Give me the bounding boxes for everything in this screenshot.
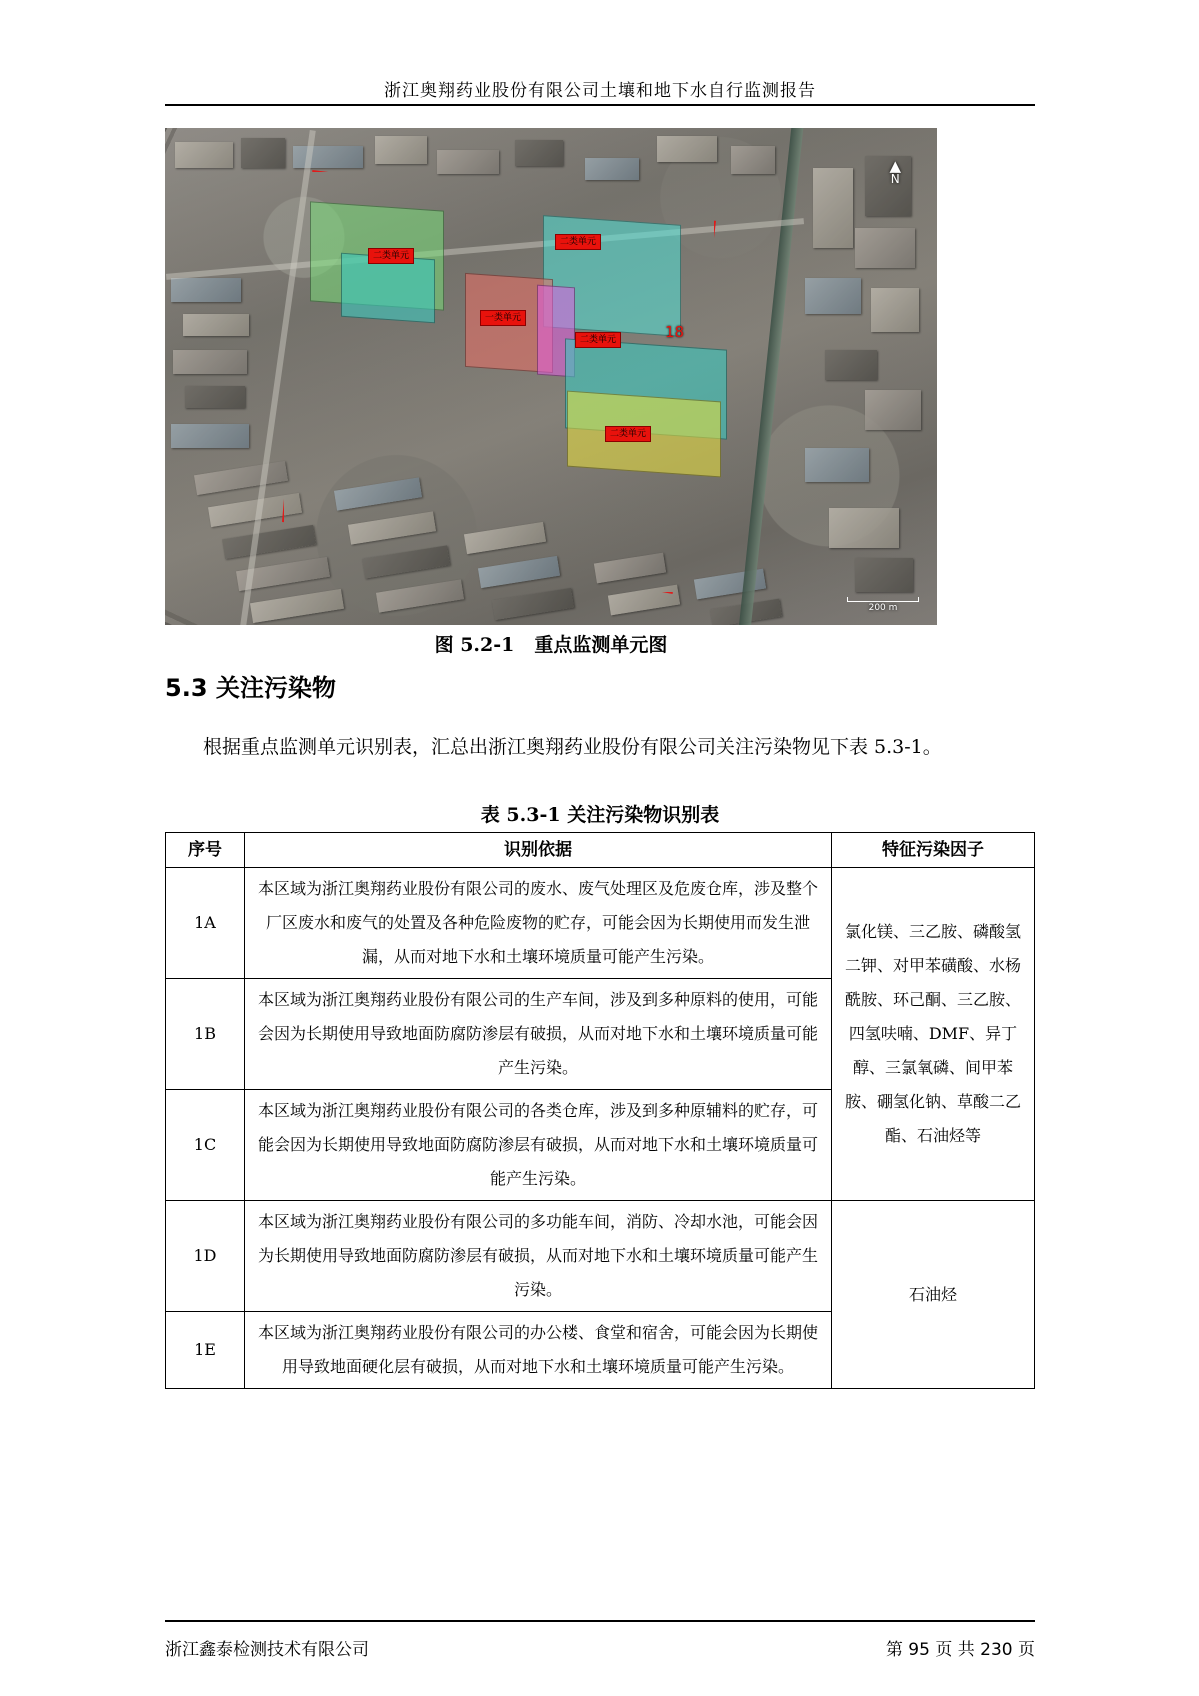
table-row: [166, 868, 1035, 979]
table-row: [166, 1201, 1035, 1312]
factor-group-1: 氯化镁、三乙胺、磷酸氢二钾、对甲苯磺酸、水杨酰胺、环己酮、三乙胺、四氢呋喃、DMF、异丁醇、三氯氧磷、间甲苯胺、硼氢化钠、草酸二乙酯、石油烃等: [832, 868, 1035, 1201]
unit-label-4: 二类单元: [605, 426, 651, 442]
row-basis-1d: 本区域为浙江奥翔药业股份有限公司的多功能车间，消防、冷却水池，可能会因为长期使用导致地面防腐防渗层有破损，从而对地下水和土壤环境质量可能产生污染。: [245, 1201, 832, 1312]
map-scale-bar: [847, 597, 919, 613]
row-basis-1b: 本区域为浙江奥翔药业股份有限公司的生产车间，涉及到多种原料的使用，可能会因为长期使用导致地面防腐防渗层有破损，从而对地下水和土壤环境质量可能产生污染。: [245, 979, 832, 1090]
column-header-basis: 识别依据: [245, 833, 832, 868]
row-index-1d: 1D: [166, 1201, 245, 1312]
table-caption: 表 5.3-1 关注污染物识别表: [480, 804, 720, 826]
page-prefix: 第: [885, 1640, 903, 1660]
row-index-1a: 1A: [166, 868, 245, 979]
figure-caption-number: 图 5.2-1: [434, 634, 515, 656]
north-arrow-icon: [889, 157, 901, 186]
footer-pagination: [886, 1635, 1035, 1660]
column-header-factor: 特征污染因子: [832, 833, 1035, 868]
unit-label-1: 二类单元: [555, 234, 601, 250]
figure-caption-text: 重点监测单元图: [534, 634, 668, 656]
page-header-title: 浙江奥翔药业股份有限公司土壤和地下水自行监测报告: [384, 81, 816, 101]
section-heading: 5.3 关注污染物: [165, 674, 336, 702]
row-basis-1e: 本区域为浙江奥翔药业股份有限公司的办公楼、食堂和宿舍，可能会因为长期使用导致地面硬化层有破损，从而对地下水和土壤环境质量可能产生污染。: [245, 1312, 832, 1389]
header-divider: [165, 104, 1035, 106]
north-arrow-glyph: ▲: [889, 157, 901, 175]
page-number: 95: [908, 1640, 930, 1660]
section-paragraph: 根据重点监测单元识别表，汇总出浙江奥翔药业股份有限公司关注污染物见下表 5.3-1。: [203, 736, 942, 758]
page-suffix: 页: [1018, 1640, 1035, 1660]
row-basis-1a: 本区域为浙江奥翔药业股份有限公司的废水、废气处理区及危废仓库，涉及整个厂区废水和废气的处置及各种危险废物的贮存，可能会因为长期使用而发生泄漏，从而对地下水和土壤环境质量可能产生污染。: [245, 868, 832, 979]
pollutant-identification-table: [165, 832, 1035, 1389]
unit-label-0: 二类单元: [368, 248, 414, 264]
row-index-1e: 1E: [166, 1312, 245, 1389]
row-basis-1c: 本区域为浙江奥翔药业股份有限公司的各类仓库，涉及到多种原辅料的贮存，可能会因为长期使用导致地面防腐防渗层有破损，从而对地下水和土壤环境质量可能产生污染。: [245, 1090, 832, 1201]
row-index-1c: 1C: [166, 1090, 245, 1201]
unit-label-3: 二类单元: [575, 332, 621, 348]
row-index-1b: 1B: [166, 979, 245, 1090]
north-arrow-label: N: [890, 172, 900, 186]
satellite-image: [165, 128, 937, 625]
footer-company: 浙江鑫泰检测技术有限公司: [165, 1640, 369, 1660]
scale-bar-label: 200 m: [868, 603, 898, 613]
figure-caption: [165, 630, 937, 657]
footer-divider: [165, 1620, 1035, 1622]
unit-label-2: 一类单元: [480, 310, 526, 326]
satellite-map-figure: [165, 128, 937, 625]
table-header-row: [166, 833, 1035, 868]
map-number-annotation: 18: [665, 323, 685, 341]
page-mid: 页 共: [935, 1640, 975, 1660]
page-total: 230: [980, 1640, 1013, 1660]
column-header-index: 序号: [166, 833, 245, 868]
scale-bar-line: [847, 597, 919, 602]
factor-group-2: 石油烃: [832, 1201, 1035, 1389]
